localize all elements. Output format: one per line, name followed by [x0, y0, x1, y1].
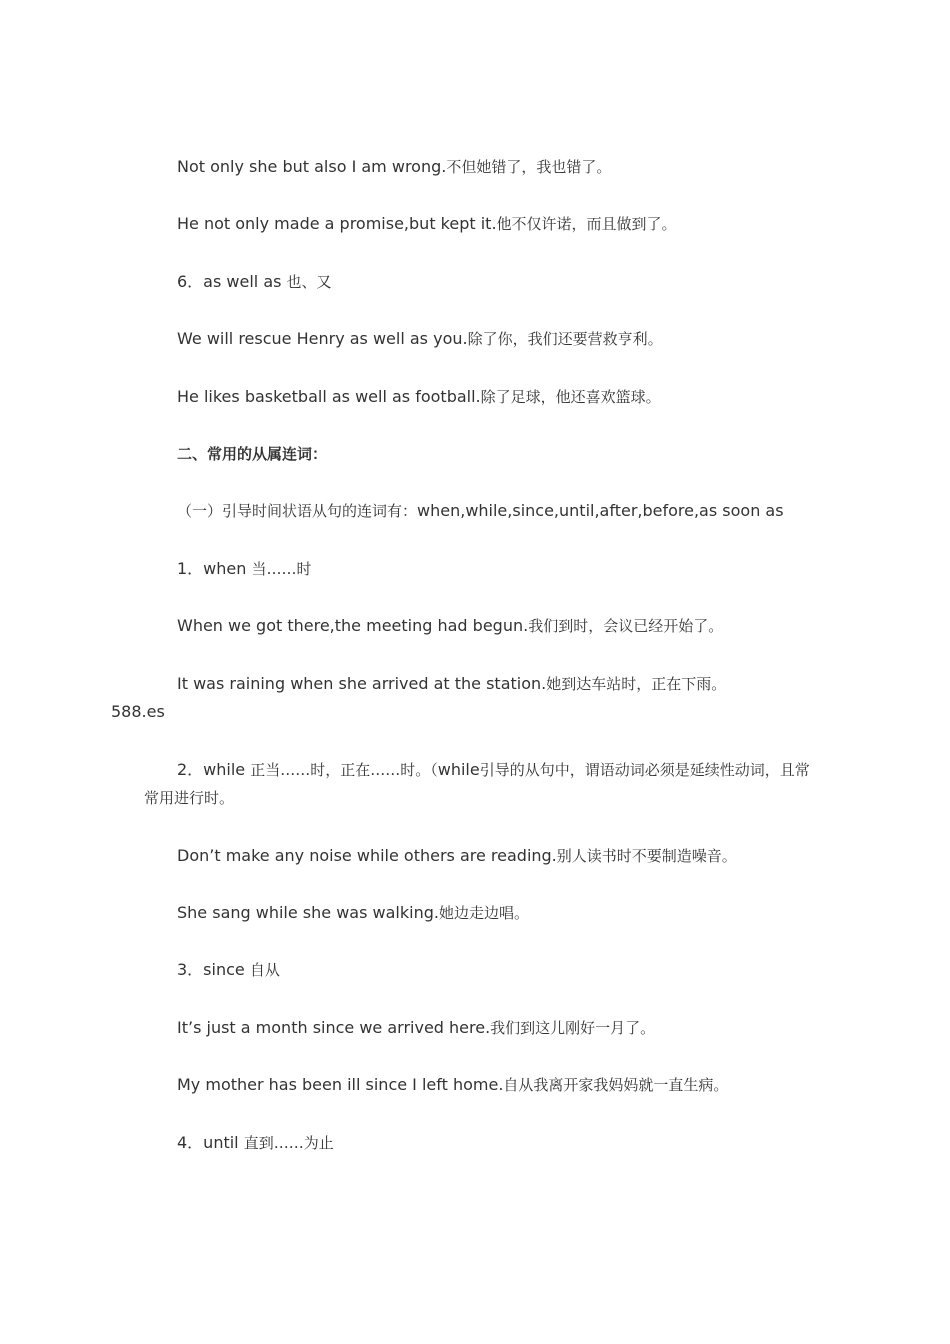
chinese-text: 当……时: [251, 559, 312, 578]
chinese-text: 直到……为止: [243, 1133, 334, 1152]
english-text: when,while,since,until,after,before,as soon as: [417, 501, 784, 521]
paragraph-8: [144, 555, 810, 584]
english-text: Don’t make any noise while others are reading.: [177, 845, 557, 865]
paragraph-1: [144, 153, 810, 182]
paragraph-7: [144, 497, 810, 526]
english-text: Not only she but also I am wrong.: [177, 157, 447, 176]
chinese-text: 他不仅许诺，而且做到了。: [496, 215, 677, 234]
paragraph-15: [144, 1014, 810, 1043]
english-text: When we got there,the meeting had begun.: [177, 616, 529, 636]
english-text: He likes basketball as well as football.: [177, 386, 481, 406]
paragraph-9: [144, 612, 810, 641]
english-text: It’s just a month since we arrived here.: [177, 1017, 491, 1037]
paragraph-5: [144, 383, 810, 412]
chinese-text: 不但她错了，我也错了。: [446, 158, 612, 176]
paragraph-3: [144, 268, 810, 297]
english-text: 3．since: [177, 960, 250, 980]
english-text: 588.es: [111, 702, 165, 722]
english-text: 6．as well as: [177, 271, 287, 291]
paragraph-16: [144, 1071, 810, 1100]
chinese-text: 我们到这儿刚好一月了。: [490, 1018, 656, 1037]
english-text: 1．when: [177, 558, 252, 578]
chinese-text: 也、又: [286, 272, 332, 291]
english-text: He not only made a promise,but kept it.: [177, 214, 497, 234]
chinese-text: 自从: [249, 961, 280, 980]
chinese-text: 正当……时，正在……时。（: [250, 760, 438, 779]
chinese-text: 别人读书时不要制造噪音。: [556, 846, 737, 865]
english-text: She sang while she was walking.: [177, 903, 439, 923]
paragraph-10: [111, 670, 810, 727]
paragraph-11: [144, 756, 810, 813]
english-text: 4．until: [177, 1132, 244, 1152]
chinese-text: 引导的从句中，谓语动词必须是延续性动词，且常常用进行时。: [144, 760, 810, 808]
english-text: 2．while: [177, 759, 251, 779]
chinese-text: （一）引导时间状语从句的连词有：: [177, 502, 418, 521]
chinese-text: 她到达车站时，正在下雨。: [546, 674, 727, 693]
chinese-text: 自从我离开家我妈妈就一直生病。: [503, 1076, 729, 1095]
section-heading: [144, 440, 810, 469]
english-text: We will rescue Henry as well as you.: [177, 329, 468, 349]
heading-text: 二、常用的从属连词：: [177, 444, 328, 463]
chinese-text: 我们到时，会议已经开始了。: [528, 617, 724, 636]
english-text: My mother has been ill since I left home.: [177, 1075, 504, 1095]
document-page: [111, 153, 810, 1157]
chinese-text: 除了你，我们还要营救亨利。: [467, 330, 663, 349]
paragraph-4: [144, 325, 810, 354]
english-text: while: [437, 759, 480, 779]
paragraph-13: [144, 899, 810, 928]
chinese-text: 除了足球，他还喜欢篮球。: [480, 387, 661, 406]
paragraph-17: [144, 1129, 810, 1158]
paragraph-2: [144, 210, 810, 239]
chinese-text: 她边走边唱。: [438, 904, 529, 923]
paragraph-14: [144, 956, 810, 985]
english-text: It was raining when she arrived at the station.: [177, 673, 547, 693]
paragraph-12: [144, 842, 810, 871]
